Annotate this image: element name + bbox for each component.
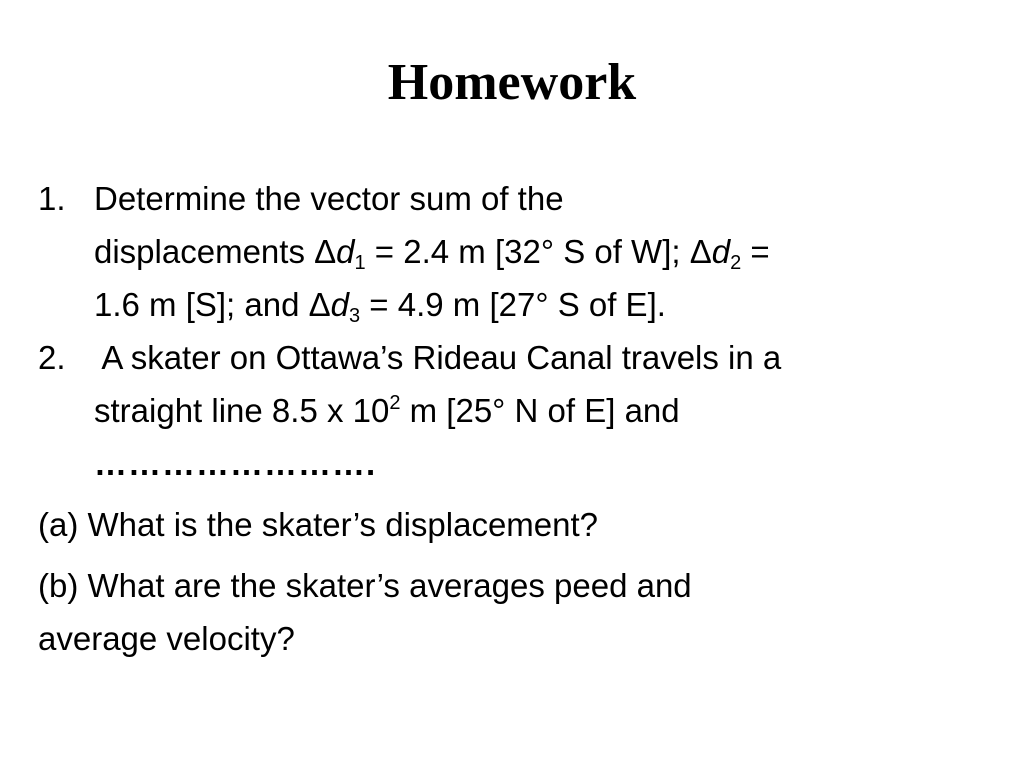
question-1-line-1: Determine the vector sum of the xyxy=(94,180,564,217)
q2-l2-part-b: m [25° N of E] and xyxy=(400,392,680,429)
q1-l2-part-b: = 2.4 m [32° S of W]; Δ xyxy=(365,233,712,270)
slide-content xyxy=(38,172,998,665)
part-a-text: (a) What is the skater’s displacement? xyxy=(38,506,599,543)
superscript-2: 2 xyxy=(389,392,401,414)
vector-d2: d xyxy=(711,233,731,270)
part-b-line-1: (b) What are the skater’s averages peed and xyxy=(38,567,692,604)
q1-l3-part-a: 1.6 m [S]; and Δ xyxy=(94,286,331,323)
question-1-number: 1. xyxy=(38,180,66,217)
q1-l2-part-c: = xyxy=(741,233,770,270)
subscript-1: 1 xyxy=(354,252,366,274)
question-1-text xyxy=(94,172,998,331)
vector-d3: d xyxy=(330,286,350,323)
part-b xyxy=(38,559,998,665)
subscript-2: 2 xyxy=(730,252,742,274)
question-2-dots: ……………………. xyxy=(94,445,377,482)
question-2-line-1: A skater on Ottawa’s Rideau Canal travels in a xyxy=(94,339,782,376)
question-2-text xyxy=(94,331,998,490)
question-1-line-3 xyxy=(94,278,998,331)
question-2-line-2 xyxy=(94,384,998,437)
question-2 xyxy=(38,331,998,490)
q1-l3-part-b: = 4.9 m [27° S of E]. xyxy=(360,286,666,323)
question-1-line-2 xyxy=(94,225,998,278)
q1-l2-part-a: displacements Δ xyxy=(94,233,337,270)
part-b-line-2: average velocity? xyxy=(38,620,295,657)
subscript-3: 3 xyxy=(349,305,361,327)
question-2-number: 2. xyxy=(38,339,66,376)
vector-d1: d xyxy=(336,233,355,270)
question-1 xyxy=(38,172,998,331)
q2-l2-part-a: straight line 8.5 x 10 xyxy=(94,392,390,429)
part-a xyxy=(38,498,998,551)
slide-title: Homework xyxy=(387,54,637,111)
